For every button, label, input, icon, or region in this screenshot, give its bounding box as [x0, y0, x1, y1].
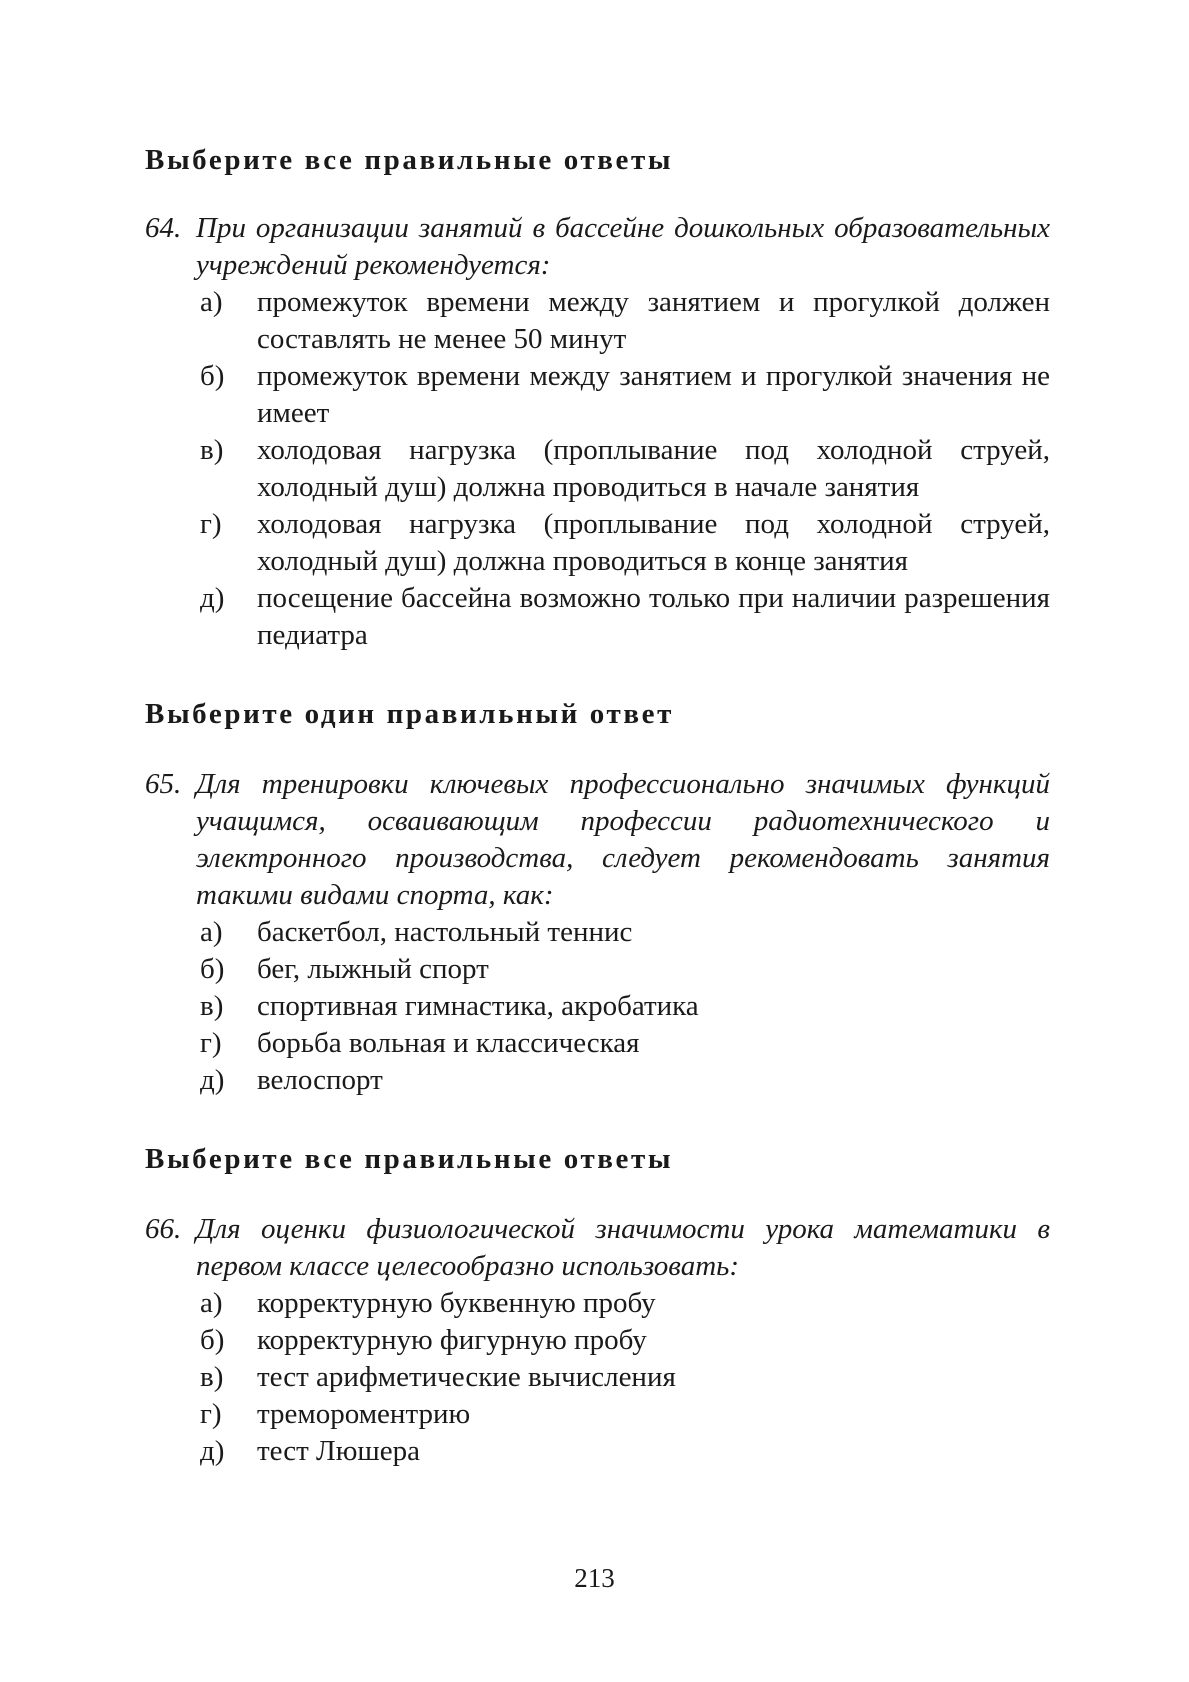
- option-text: бег, лыжный спорт: [257, 953, 489, 985]
- answer-options: [145, 914, 1050, 1099]
- answer-option: [145, 1285, 1050, 1322]
- option-letter: д): [200, 1064, 225, 1096]
- option-text: промежуток времени между занятием и прогулкой значения не имеет: [257, 360, 1050, 429]
- option-letter: д): [200, 1435, 225, 1467]
- question-66: [145, 1211, 1050, 1470]
- option-letter: г): [200, 1027, 222, 1059]
- option-letter: а): [200, 916, 223, 948]
- page-number: 213: [574, 1563, 615, 1593]
- answer-option: [145, 1359, 1050, 1396]
- answer-option: [145, 432, 1050, 506]
- answer-option: [145, 506, 1050, 580]
- section-heading: Выберите один правильный ответ: [145, 698, 674, 730]
- question-65: [145, 766, 1050, 1099]
- question-body: Для оценки физиологической значимости урока математики в первом классе целесообразно использовать:: [196, 1213, 1050, 1282]
- answer-option: [145, 951, 1050, 988]
- question-text: [145, 210, 1050, 284]
- answer-option: [145, 1396, 1050, 1433]
- option-text: корректурную буквенную пробу: [257, 1287, 656, 1319]
- answer-option: [145, 1322, 1050, 1359]
- answer-option: [145, 1433, 1050, 1470]
- answer-option: [145, 1025, 1050, 1062]
- option-letter: б): [200, 1324, 225, 1356]
- option-letter: г): [200, 508, 222, 540]
- answer-option: [145, 358, 1050, 432]
- answer-options: [145, 1285, 1050, 1470]
- question-number: 64.: [145, 212, 182, 244]
- option-letter: в): [200, 990, 224, 1022]
- question-number: 66.: [145, 1213, 182, 1245]
- question-body: Для тренировки ключевых профессионально значимых функций учащимся, осваивающим профессии радиотехнического и электронного производства, следует рекомендовать занятия такими видами спорта, как:: [196, 768, 1050, 911]
- option-letter: б): [200, 953, 225, 985]
- option-letter: а): [200, 1287, 223, 1319]
- option-text: холодовая нагрузка (проплывание под холодной струей, холодный душ) должна проводиться в начале занятия: [257, 434, 1050, 503]
- option-letter: а): [200, 286, 223, 318]
- option-text: спортивная гимнастика, акробатика: [257, 990, 699, 1022]
- option-text: борьба вольная и классическая: [257, 1027, 640, 1059]
- answer-option: [145, 1062, 1050, 1099]
- option-letter: г): [200, 1398, 222, 1430]
- question-64: [145, 210, 1050, 654]
- option-letter: д): [200, 582, 225, 614]
- option-text: корректурную фигурную пробу: [257, 1324, 647, 1356]
- option-text: холодовая нагрузка (проплывание под холодной струей, холодный душ) должна проводиться в конце занятия: [257, 508, 1050, 577]
- option-letter: б): [200, 360, 225, 392]
- section-heading: Выберите все правильные ответы: [145, 1143, 674, 1175]
- answer-option: [145, 284, 1050, 358]
- option-letter: в): [200, 1361, 224, 1393]
- section-heading: Выберите все правильные ответы: [145, 144, 674, 176]
- option-text: промежуток времени между занятием и прогулкой должен составлять не менее 50 минут: [257, 286, 1050, 355]
- option-text: тест Люшера: [257, 1435, 420, 1467]
- answer-option: [145, 914, 1050, 951]
- option-letter: в): [200, 434, 224, 466]
- page-content: [145, 142, 1050, 1470]
- question-text: [145, 766, 1050, 914]
- option-text: баскетбол, настольный теннис: [257, 916, 633, 948]
- question-body: При организации занятий в бассейне дошкольных образовательных учреждений рекомендуется:: [196, 212, 1050, 281]
- question-text: [145, 1211, 1050, 1285]
- answer-options: [145, 284, 1050, 654]
- question-number: 65.: [145, 768, 182, 800]
- option-text: посещение бассейна возможно только при наличии разрешения педиатра: [257, 582, 1050, 651]
- option-text: тремороментрию: [257, 1398, 471, 1430]
- answer-option: [145, 988, 1050, 1025]
- option-text: тест арифметические вычисления: [257, 1361, 676, 1393]
- answer-option: [145, 580, 1050, 654]
- option-text: велоспорт: [257, 1064, 383, 1096]
